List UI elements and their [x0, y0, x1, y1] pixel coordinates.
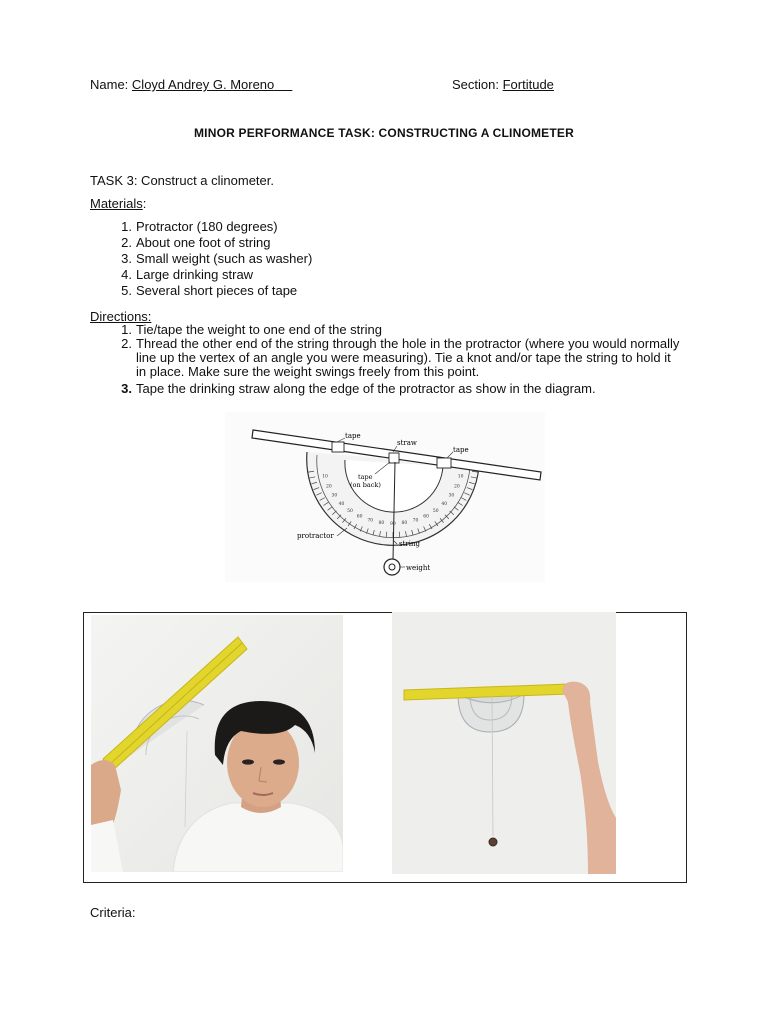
- section-value: Fortitude: [502, 77, 554, 92]
- protractor-scale-number: 50: [432, 508, 439, 514]
- label-tape-left: tape: [345, 432, 361, 440]
- list-item: 2. About one foot of string: [121, 235, 271, 250]
- protractor-scale-number: 60: [423, 514, 429, 520]
- label-protractor: protractor: [297, 532, 334, 540]
- list-item: 4. Large drinking straw: [121, 267, 254, 282]
- protractor-scale-number: 10: [457, 474, 464, 480]
- photo-clinometer-with-weight: [392, 612, 616, 874]
- clinometer-diagram: [225, 412, 545, 582]
- protractor-scale-number: 80: [401, 521, 408, 527]
- protractor-scale-number: 50: [347, 508, 353, 514]
- directions-heading: Directions:: [90, 309, 152, 324]
- list-item: 1. Protractor (180 degrees): [121, 219, 278, 234]
- protractor-scale-number: 70: [367, 518, 374, 524]
- name-label: Name:: [90, 77, 129, 92]
- criteria-label: Criteria:: [90, 905, 136, 920]
- protractor-scale-number: 60: [356, 514, 363, 520]
- materials-heading-text: Materials: [90, 196, 143, 211]
- label-string: string: [399, 540, 420, 548]
- protractor-scale-number: 30: [448, 493, 455, 499]
- protractor-scale-number: 20: [325, 484, 332, 490]
- protractor-scale-number: 30: [331, 493, 338, 499]
- directions-list: [121, 322, 681, 397]
- list-item: 2. Thread the other end of the string through the hole in the protractor (where you would normally line up the vertex of an angle you were measuring). Tie a knot and/or tape the string to hold it in place. Make sure the weight swings freely from this point.: [121, 336, 680, 379]
- label-weight: weight: [406, 564, 431, 572]
- protractor-scale-number: 20: [454, 484, 460, 490]
- list-item: 3. Tape the drinking straw along the edge of the protractor as show in the diagram.: [121, 381, 596, 396]
- list-item: 1. Tie/tape the weight to one end of the string: [121, 322, 382, 337]
- list-item: 3. Small weight (such as washer): [121, 251, 313, 266]
- protractor-scale-number: 70: [412, 518, 419, 524]
- protractor-scale-number: 10: [322, 474, 328, 480]
- name-underline: [274, 77, 292, 92]
- protractor-scale-number: 40: [338, 501, 345, 507]
- photo-student-holding-clinometer: [91, 615, 343, 872]
- protractor-scale-number: 90: [390, 522, 396, 527]
- section-label: Section:: [452, 77, 499, 92]
- section-row: [452, 77, 554, 92]
- protractor-scale-number: 80: [378, 521, 385, 527]
- label-on-back: (on back): [350, 481, 381, 489]
- label-tape-back: tape: [358, 473, 373, 481]
- list-item: 5. Several short pieces of tape: [121, 283, 298, 298]
- materials-list: [121, 219, 696, 299]
- name-row: [90, 77, 292, 92]
- protractor-scale-number: 40: [441, 501, 448, 507]
- label-straw: straw: [397, 439, 417, 447]
- task-statement: TASK 3: Construct a clinometer.: [90, 173, 274, 188]
- materials-heading: Materials:: [90, 196, 147, 211]
- student-name: Cloyd Andrey G. Moreno: [131, 77, 275, 92]
- page-title: MINOR PERFORMANCE TASK: CONSTRUCTING A CLINOMETER: [193, 126, 574, 140]
- label-tape-right: tape: [453, 446, 469, 454]
